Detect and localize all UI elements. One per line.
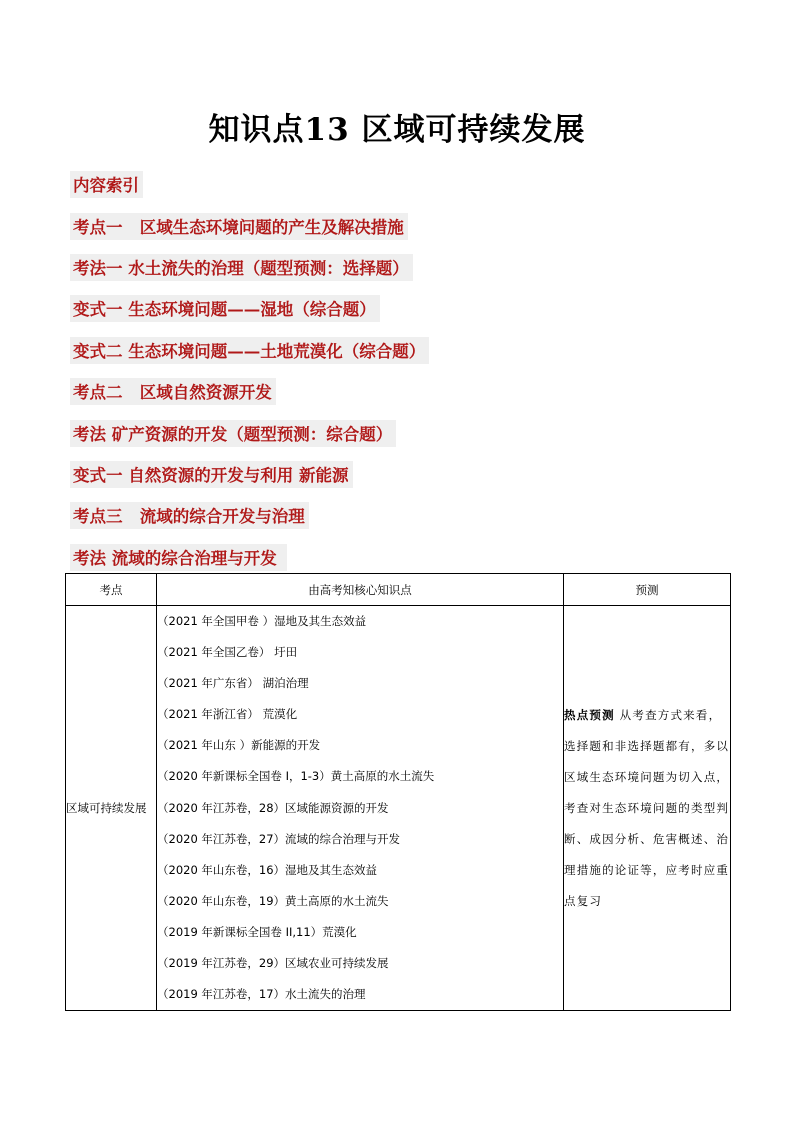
list-item: （2020 年山东卷，16）湿地及其生态效益 [157, 862, 378, 877]
knowledge-list [157, 606, 564, 1011]
header-prediction: 预测 [564, 574, 731, 606]
table-header-row [66, 574, 731, 606]
list-item: （2020 年江苏卷，28）区域能源资源的开发 [157, 800, 389, 815]
index-item: 考点二 区域自然资源开发 [70, 371, 429, 412]
index-item: 考法一 水土流失的治理（题型预测：选择题） [70, 247, 429, 288]
knowledge-table [65, 573, 731, 1011]
index-item: 考法 流域的综合治理与开发 [70, 537, 429, 578]
table-row [66, 606, 731, 1011]
list-item: （2020 年江苏卷，27）流域的综合治理与开发 [157, 831, 401, 846]
list-item: （2020 年新课标全国卷 I，1-3）黄土高原的水土流失 [157, 769, 435, 784]
index-item: 变式一 自然资源的开发与利用 新能源 [70, 454, 429, 495]
list-item: （2021 年广东省） 湖泊治理 [157, 676, 309, 691]
header-topic: 考点 [66, 574, 157, 606]
topic-cell: 区域可持续发展 [66, 606, 157, 1011]
header-knowledge: 由高考知核心知识点 [157, 574, 564, 606]
list-item: （2019 年江苏卷，29）区域农业可持续发展 [157, 956, 389, 971]
content-index [70, 164, 429, 578]
prediction-cell [564, 606, 731, 1011]
prediction-text: 从考查方式来看，选择题和非选择题都有，多以区域生态环境问题为切入点，考查对生态环境问题的类型判断、成因分析、危害概述、治理措施的论证等，应考时应重点复习 [564, 707, 730, 908]
list-item: （2020 年山东卷，19）黄土高原的水土流失 [157, 893, 389, 908]
index-heading: 内容索引 [70, 164, 429, 205]
list-item: （2019 年新课标全国卷 II,11）荒漠化 [157, 924, 357, 939]
list-item: （2021 年全国甲卷 ）湿地及其生态效益 [157, 614, 367, 628]
list-item: （2021 年浙江省） 荒漠化 [157, 707, 298, 722]
index-item: 变式二 生态环境问题——土地荒漠化（综合题） [70, 330, 429, 371]
index-item: 考法 矿产资源的开发（题型预测：综合题） [70, 412, 429, 453]
index-item: 考点一 区域生态环境问题的产生及解决措施 [70, 205, 429, 246]
index-item: 考点三 流域的综合开发与治理 [70, 495, 429, 536]
index-item: 变式一 生态环境问题——湿地（综合题） [70, 288, 429, 329]
prediction-heading: 热点预测 [564, 707, 615, 722]
page-title: 知识点13 区域可持续发展 [208, 112, 586, 148]
list-item: （2021 年山东 ）新能源的开发 [157, 738, 321, 753]
list-item: （2021 年全国乙卷） 圩田 [157, 645, 298, 660]
list-item: （2019 年江苏卷，17）水土流失的治理 [157, 987, 366, 1002]
